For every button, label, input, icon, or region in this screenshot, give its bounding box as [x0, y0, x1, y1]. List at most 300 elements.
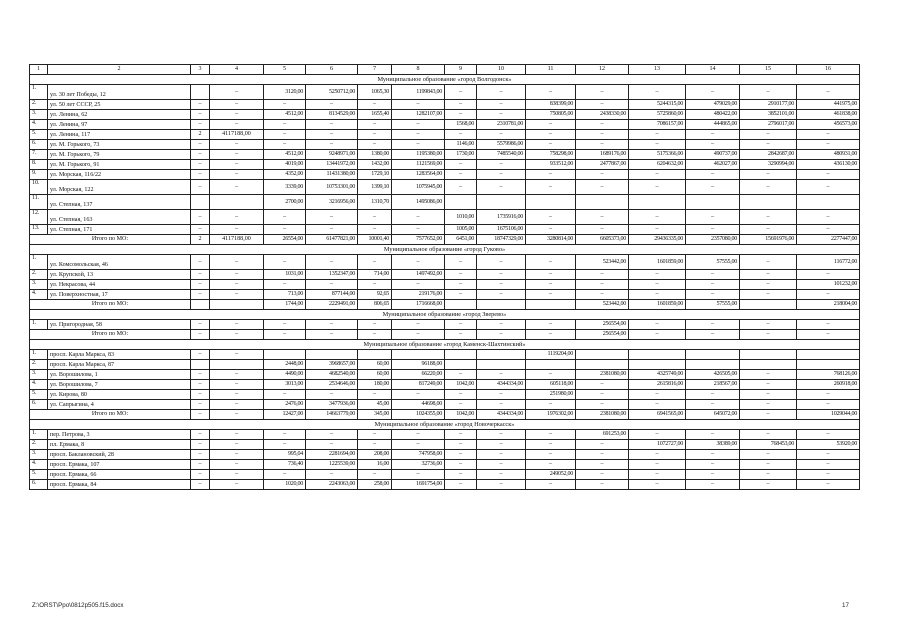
address-cell: ул. Степная, 137	[48, 195, 191, 210]
table-cell: –	[392, 100, 445, 110]
address-cell: ул. Пригородная, 58	[48, 320, 191, 330]
table-cell: –	[629, 170, 686, 180]
table-cell: 713,00	[264, 290, 306, 300]
total-cell: 2229491,00	[306, 300, 358, 310]
table-cell: 1691754,00	[392, 480, 445, 490]
total-cell: 1976302,00	[526, 410, 576, 420]
table-cell: –	[686, 270, 740, 280]
table-cell: –	[797, 270, 860, 280]
table-row	[30, 350, 860, 360]
table-cell: –	[358, 210, 392, 225]
table-cell: –	[526, 130, 576, 140]
table-cell: –	[526, 180, 576, 195]
table-cell: –	[358, 440, 392, 450]
table-cell: –	[264, 430, 306, 440]
table-cell: –	[576, 140, 629, 150]
table-cell: –	[576, 390, 629, 400]
table-cell: –	[392, 430, 445, 440]
table-cell: –	[191, 225, 210, 235]
table-cell: –	[576, 280, 629, 290]
table-cell: 1282107,00	[392, 110, 445, 120]
table-cell: 1655,40	[358, 110, 392, 120]
table-cell: –	[629, 430, 686, 440]
table-cell: –	[392, 280, 445, 290]
table-cell: –	[191, 380, 210, 390]
table-cell: 4117188,00	[210, 130, 264, 140]
table-cell: 1497492,00	[392, 270, 445, 280]
table-cell: –	[210, 400, 264, 410]
table-row	[30, 110, 860, 120]
table-cell: 11431380,00	[306, 170, 358, 180]
table-cell: –	[392, 470, 445, 480]
total-cell: 61477821,00	[306, 235, 358, 245]
table-cell: –	[686, 180, 740, 195]
table-cell: –	[445, 440, 477, 450]
total-cell: 6451,00	[445, 235, 477, 245]
section-title: Муниципальное образование «город Волгодонск»	[30, 75, 860, 85]
table-cell: 5244315,00	[629, 100, 686, 110]
table-cell: –	[392, 210, 445, 225]
table-cell: –	[392, 255, 445, 270]
table-cell: –	[797, 430, 860, 440]
row-number: 2.	[30, 100, 48, 110]
table-cell: 1399,10	[358, 180, 392, 195]
total-cell: –	[210, 330, 264, 340]
row-number: 1.	[30, 320, 48, 330]
table-cell: 1380,00	[358, 150, 392, 160]
table-cell: –	[191, 180, 210, 195]
table-cell: –	[191, 270, 210, 280]
row-number: 3.	[30, 370, 48, 380]
column-header: 6	[306, 65, 358, 75]
table-cell: –	[740, 255, 797, 270]
table-cell: –	[210, 470, 264, 480]
table-cell: –	[477, 320, 526, 330]
address-cell: ул. Ленина, 117	[48, 130, 191, 140]
row-number: 4.	[30, 120, 48, 130]
table-cell: –	[797, 130, 860, 140]
table-cell: 32736,00	[392, 460, 445, 470]
table-row	[30, 430, 860, 440]
table-cell: 1031,00	[264, 270, 306, 280]
table-row	[30, 150, 860, 160]
table-cell: –	[210, 350, 264, 360]
total-cell: –	[306, 330, 358, 340]
table-cell: 1568,00	[445, 120, 477, 130]
table-cell: 1010,00	[445, 210, 477, 225]
table-cell: –	[210, 100, 264, 110]
address-cell: ул. Ленина, 62	[48, 110, 191, 120]
table-cell: –	[686, 450, 740, 460]
row-number: 4.	[30, 290, 48, 300]
table-cell: –	[358, 100, 392, 110]
address-cell: ул. Некрасова, 44	[48, 280, 191, 290]
table-cell: –	[686, 480, 740, 490]
table-cell: –	[477, 180, 526, 195]
table-cell: 4344334,00	[477, 380, 526, 390]
table-cell: –	[210, 110, 264, 120]
table-cell: 2477867,00	[576, 160, 629, 170]
table-cell: –	[576, 170, 629, 180]
total-cell: 29436335,00	[629, 235, 686, 245]
table-cell: –	[306, 210, 358, 225]
table-cell	[477, 350, 526, 360]
table-cell	[629, 360, 686, 370]
table-cell: –	[445, 160, 477, 170]
table-cell: 256554,00	[576, 320, 629, 330]
table-cell: –	[576, 460, 629, 470]
table-cell: –	[576, 290, 629, 300]
table-cell: 60,00	[358, 370, 392, 380]
table-cell: –	[445, 450, 477, 460]
table-cell	[797, 350, 860, 360]
table-cell: –	[740, 85, 797, 100]
table-cell: –	[264, 225, 306, 235]
row-number: 1.	[30, 430, 48, 440]
table-cell: –	[740, 225, 797, 235]
table-cell: –	[797, 180, 860, 195]
table-cell: –	[445, 370, 477, 380]
table-cell: 1225539,00	[306, 460, 358, 470]
data-table	[29, 64, 860, 490]
table-cell: 13441972,00	[306, 160, 358, 170]
total-cell: 14663779,00	[306, 410, 358, 420]
table-cell: –	[210, 460, 264, 470]
table-cell: –	[306, 100, 358, 110]
table-row	[30, 195, 860, 210]
table-cell: –	[740, 280, 797, 290]
row-number: 10.	[30, 180, 48, 195]
table-cell	[576, 360, 629, 370]
table-cell: 1735916,00	[477, 210, 526, 225]
table-cell: –	[445, 100, 477, 110]
table-cell	[306, 350, 358, 360]
table-cell: 750805,00	[526, 110, 576, 120]
table-cell: –	[392, 140, 445, 150]
table-cell: –	[358, 140, 392, 150]
table-cell: –	[477, 290, 526, 300]
table-cell: –	[210, 480, 264, 490]
address-cell: ул. Комсомольская, 46	[48, 255, 191, 270]
table-cell: 461838,00	[797, 110, 860, 120]
total-cell: –	[392, 330, 445, 340]
table-cell: 1005,00	[445, 225, 477, 235]
table-row	[30, 460, 860, 470]
address-cell: ул. 30 лет Победы, 12	[48, 85, 191, 100]
table-row	[30, 140, 860, 150]
table-cell: –	[358, 430, 392, 440]
address-cell: ул. Морская, 122	[48, 180, 191, 195]
table-cell: 714,00	[358, 270, 392, 280]
row-number: 2.	[30, 440, 48, 450]
total-cell: 1744,00	[264, 300, 306, 310]
table-cell: –	[477, 270, 526, 280]
table-cell	[477, 360, 526, 370]
address-cell: ул. М. Горького, 79	[48, 150, 191, 160]
address-cell: ул. Степная, 163	[48, 210, 191, 225]
table-cell: –	[686, 170, 740, 180]
address-cell: просп. Карла Маркса, 83	[48, 350, 191, 360]
table-cell: –	[797, 290, 860, 300]
row-number: 1.	[30, 255, 48, 270]
table-cell: 462027,00	[686, 160, 740, 170]
total-cell: 10001,40	[358, 235, 392, 245]
column-header: 12	[576, 65, 629, 75]
table-cell: –	[210, 180, 264, 195]
table-cell: –	[526, 440, 576, 450]
table-cell: 116772,00	[797, 255, 860, 270]
table-cell: –	[392, 120, 445, 130]
table-cell: –	[264, 320, 306, 330]
row-number: 2.	[30, 360, 48, 370]
table-cell: 8134529,00	[306, 110, 358, 120]
table-cell: 4019,00	[264, 160, 306, 170]
table-row	[30, 180, 860, 195]
total-cell: 2357080,00	[686, 235, 740, 245]
table-cell: –	[264, 280, 306, 290]
table-cell: –	[210, 290, 264, 300]
column-header: 7	[358, 65, 392, 75]
table-cell: –	[306, 320, 358, 330]
table-cell: –	[740, 210, 797, 225]
table-cell: –	[191, 350, 210, 360]
table-cell: –	[686, 320, 740, 330]
table-cell: –	[526, 170, 576, 180]
table-cell: –	[264, 390, 306, 400]
table-cell: –	[686, 460, 740, 470]
row-number: 3.	[30, 450, 48, 460]
table-cell: –	[526, 430, 576, 440]
table-cell: –	[576, 225, 629, 235]
table-cell: –	[576, 480, 629, 490]
table-cell: –	[306, 440, 358, 450]
table-row	[30, 470, 860, 480]
address-cell: просп. Ермака, 66	[48, 470, 191, 480]
address-cell: ул. 50 лет СССР, 25	[48, 100, 191, 110]
section-title-row	[30, 310, 860, 320]
table-cell: –	[576, 450, 629, 460]
table-cell: 260918,00	[797, 380, 860, 390]
table-cell: –	[210, 450, 264, 460]
table-cell: 736,40	[264, 460, 306, 470]
table-cell: –	[445, 430, 477, 440]
table-cell: –	[210, 225, 264, 235]
table-cell: –	[306, 120, 358, 130]
table-cell: 44698,00	[392, 400, 445, 410]
address-cell: ул. Ворошилова, 1	[48, 370, 191, 380]
address-cell: ул. Поверхностная, 17	[48, 290, 191, 300]
table-cell: –	[477, 460, 526, 470]
table-cell: –	[191, 150, 210, 160]
total-cell: –	[740, 330, 797, 340]
total-cell: –	[210, 410, 264, 420]
table-cell: –	[629, 270, 686, 280]
table-cell: 1729,10	[358, 170, 392, 180]
address-cell: ул. М. Горького, 91	[48, 160, 191, 170]
table-cell: –	[477, 170, 526, 180]
table-row	[30, 100, 860, 110]
table-cell: 605118,00	[526, 380, 576, 390]
total-cell: –	[264, 330, 306, 340]
table-cell: –	[477, 390, 526, 400]
table-cell: 101232,00	[797, 280, 860, 290]
table-cell: –	[686, 210, 740, 225]
table-cell: –	[740, 400, 797, 410]
table-cell: –	[477, 440, 526, 450]
table-cell: 1601859,00	[629, 255, 686, 270]
total-cell: 218004,00	[797, 300, 860, 310]
row-number: 6.	[30, 480, 48, 490]
table-cell: –	[740, 380, 797, 390]
total-row	[30, 410, 860, 420]
section-title: Муниципальное образование «город Зверево»	[30, 310, 860, 320]
table-cell: –	[210, 280, 264, 290]
table-cell: –	[191, 280, 210, 290]
table-cell: 9248971,00	[306, 150, 358, 160]
total-cell: 18747329,00	[477, 235, 526, 245]
table-cell: –	[629, 130, 686, 140]
table-cell: –	[740, 450, 797, 460]
table-cell: –	[686, 85, 740, 100]
table-cell: –	[477, 280, 526, 290]
table-cell: 838399,00	[526, 100, 576, 110]
table-cell: –	[210, 270, 264, 280]
table-cell: 2310781,00	[477, 120, 526, 130]
table-cell: –	[686, 430, 740, 440]
table-cell: –	[477, 110, 526, 120]
section-title-row	[30, 340, 860, 350]
table-cell: –	[306, 430, 358, 440]
table-row	[30, 270, 860, 280]
total-cell: 6605373,00	[576, 235, 629, 245]
table-cell: –	[576, 270, 629, 280]
table-cell: 5175366,00	[629, 150, 686, 160]
table-cell: –	[191, 470, 210, 480]
table-cell: 2700,00	[264, 195, 306, 210]
table-cell: –	[740, 320, 797, 330]
table-row	[30, 170, 860, 180]
table-cell: –	[576, 130, 629, 140]
table-cell: –	[576, 120, 629, 130]
table-cell: –	[686, 140, 740, 150]
table-cell	[477, 195, 526, 210]
table-cell: –	[629, 450, 686, 460]
table-cell: –	[210, 390, 264, 400]
address-cell: просп. Ермака, 84	[48, 480, 191, 490]
table-cell	[445, 350, 477, 360]
table-cell: 758298,00	[526, 150, 576, 160]
table-row	[30, 320, 860, 330]
table-cell: 3477936,00	[306, 400, 358, 410]
table-cell	[526, 195, 576, 210]
table-row	[30, 255, 860, 270]
table-cell: –	[191, 440, 210, 450]
row-number: 9.	[30, 170, 48, 180]
table-cell: 768126,00	[797, 370, 860, 380]
total-cell: –	[358, 330, 392, 340]
total-cell: 345,00	[358, 410, 392, 420]
table-cell: –	[797, 170, 860, 180]
table-cell: –	[629, 470, 686, 480]
table-cell: –	[264, 130, 306, 140]
table-cell: –	[797, 390, 860, 400]
table-cell: –	[526, 85, 576, 100]
table-row	[30, 370, 860, 380]
table-cell: –	[797, 85, 860, 100]
table-cell	[629, 195, 686, 210]
table-cell: –	[445, 470, 477, 480]
table-cell: 490737,00	[686, 150, 740, 160]
table-cell	[740, 195, 797, 210]
table-cell	[740, 350, 797, 360]
table-cell: 53920,00	[797, 440, 860, 450]
row-number: 2.	[30, 270, 48, 280]
table-cell: 817249,00	[392, 380, 445, 390]
table-cell: –	[629, 225, 686, 235]
row-number: 3.	[30, 110, 48, 120]
table-cell: 2910177,00	[740, 100, 797, 110]
table-cell	[629, 350, 686, 360]
table-cell: 2448,00	[264, 360, 306, 370]
table-cell: –	[306, 390, 358, 400]
table-cell: –	[576, 100, 629, 110]
row-number: 1.	[30, 350, 48, 360]
table-cell: –	[686, 130, 740, 140]
total-cell: –	[191, 330, 210, 340]
table-cell: –	[210, 210, 264, 225]
table-cell: –	[191, 210, 210, 225]
total-label: Итого по МО:	[30, 410, 191, 420]
table-cell: 1352347,00	[306, 270, 358, 280]
table-cell: 2796017,00	[740, 120, 797, 130]
table-cell: –	[210, 85, 264, 100]
table-cell: 1675106,00	[477, 225, 526, 235]
table-cell: –	[210, 255, 264, 270]
table-cell: –	[191, 120, 210, 130]
column-header: 9	[445, 65, 477, 75]
column-header: 8	[392, 65, 445, 75]
table-cell: –	[526, 140, 576, 150]
table-cell: 4490,00	[264, 370, 306, 380]
address-cell: просп. Ермака, 107	[48, 460, 191, 470]
total-cell: 1024355,00	[392, 410, 445, 420]
table-cell: –	[686, 225, 740, 235]
table-cell: –	[191, 370, 210, 380]
total-cell: 1029044,00	[797, 410, 860, 420]
table-cell: –	[445, 290, 477, 300]
table-cell: 3339,00	[264, 180, 306, 195]
table-cell	[191, 85, 210, 100]
table-cell: –	[358, 390, 392, 400]
table-cell: 2534646,00	[306, 380, 358, 390]
table-cell	[210, 195, 264, 210]
total-cell	[740, 300, 797, 310]
table-cell: –	[191, 170, 210, 180]
table-row	[30, 380, 860, 390]
table-cell: –	[477, 450, 526, 460]
table-cell: –	[576, 470, 629, 480]
table-cell: 441975,00	[797, 100, 860, 110]
table-cell: –	[576, 85, 629, 100]
column-header: 13	[629, 65, 686, 75]
table-cell: 180,00	[358, 380, 392, 390]
total-cell: 1601859,00	[629, 300, 686, 310]
table-cell: 1283564,00	[392, 170, 445, 180]
table-cell: –	[392, 130, 445, 140]
table-row	[30, 210, 860, 225]
table-cell: 66220,00	[392, 370, 445, 380]
table-cell: –	[576, 380, 629, 390]
